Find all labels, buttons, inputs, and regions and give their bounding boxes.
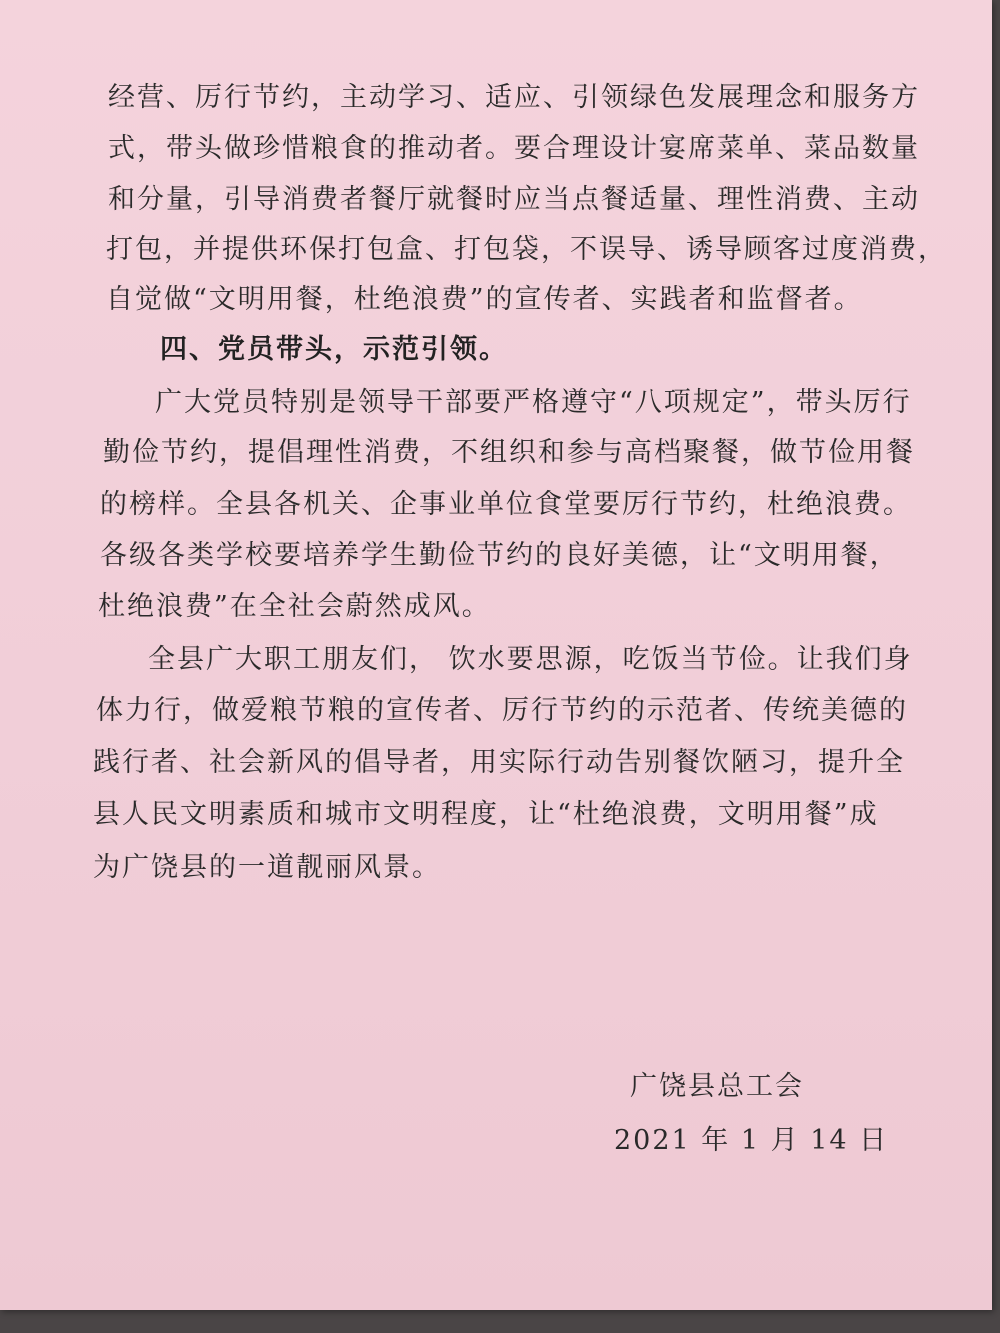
para3-line-4: 县人民文明素质和城市文明程度，让“杜绝浪费，文明用餐”成 [93, 799, 879, 830]
para2-line-1: 广大党员特别是领导干部要严格遵守“八项规定”，带头厉行 [155, 387, 912, 418]
signature-date: 2021 年 1 月 14 日 [614, 1125, 889, 1156]
para1-line-2: 式，带头做珍惜粮食的推动者。要合理设计宴席菜单、菜品数量 [108, 133, 920, 164]
para2-line-4: 各级各类学校要培养学生勤俭节约的良好美德，让“文明用餐， [100, 540, 899, 571]
para3-line-2: 体力行，做爱粮节粮的宣传者、厉行节约的示范者、传统美德的 [96, 695, 908, 726]
para1-line-1: 经营、厉行节约，主动学习、适应、引领绿色发展理念和服务方 [108, 82, 920, 113]
section-heading: 四、党员带头，示范引领。 [160, 334, 508, 365]
para3-line-1: 全县广大职工朋友们， 饮水要思源，吃饭当节俭。让我们身 [148, 644, 913, 675]
para2-line-2: 勤俭节约，提倡理性消费，不组织和参与高档聚餐，做节俭用餐 [103, 437, 915, 468]
para1-line-5: 自觉做“文明用餐，杜绝浪费”的宣传者、实践者和监督者。 [106, 284, 863, 315]
para1-line-3: 和分量，引导消费者餐厅就餐时应当点餐适量、理性消费、主动 [108, 184, 920, 215]
para1-line-4: 打包，并提供环保打包盒、打包袋，不误导、诱导顾客过度消费， [106, 234, 947, 265]
para3-line-3: 践行者、社会新风的倡导者，用实际行动告别餐饮陋习，提升全 [93, 747, 905, 778]
para2-line-5: 杜绝浪费”在全社会蔚然成风。 [98, 591, 491, 622]
para2-line-3: 的榜样。全县各机关、企事业单位食堂要厉行节约，杜绝浪费。 [100, 489, 912, 520]
signature-org: 广饶县总工会 [630, 1071, 804, 1102]
para3-line-5: 为广饶县的一道靓丽风景。 [93, 852, 441, 883]
